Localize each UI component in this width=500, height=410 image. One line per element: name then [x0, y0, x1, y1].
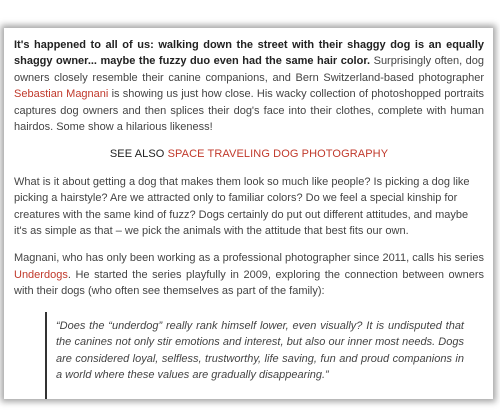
see-also-label: SEE ALSO [109, 148, 165, 161]
quote-text: “Does the “underdog” really rank himself lower, even visually? It is undisputed that the canines not only stir emotions and interest, but also our inner most needs. Dogs are considered loyal, selfless, trustworthy, life saving, fun and proud companions in a world where these values are gradually disappearing.” [56, 319, 464, 381]
see-also [14, 146, 484, 162]
intro-text-1: Surprisingly often, dog owners closely resemble their canine companions, and Bern Switzerland-based photographer [14, 55, 485, 84]
underdogs-link[interactable]: Underdogs [14, 268, 68, 281]
paragraph-3-text-2: . He started the series playfully in 2009, exploring the connection between owners with their dogs (who often see themselves as part of the family): [14, 268, 484, 298]
intro-text-2: is showing us just how close. His wacky collection of photoshopped portraits captures dog owners and then splices their dog's face into their clothes, complete with human hairdos. Some show a hilarious likeness! [14, 88, 484, 134]
paragraph-3 [14, 250, 484, 299]
article-card [4, 28, 493, 399]
intro-paragraph [14, 37, 484, 135]
intro-lead: It's happened to all of us: walking down the street with their shaggy dog is an equally shaggy owner... maybe the fuzzy duo even had the same hair color. [14, 39, 484, 68]
photographer-link[interactable]: Sebastian Magnani [14, 88, 109, 101]
paragraph-2: What is it about getting a dog that makes them look so much like people? Is picking a dog like picking a hairstyle? Are we attracted only to familiar colors? Do we feel a special kinship for creatures with the same kind of fuzz? Dogs certainly do put out different attitudes, and maybe it's as simple as that – we pick the animals with the attitude that best fits our own. [14, 175, 470, 238]
blockquote [45, 312, 484, 399]
see-also-link[interactable]: SPACE TRAVELING DOG PHOTOGRAPHY [167, 148, 389, 161]
paragraph-3-text-1: Magnani, who has only been working as a professional photographer since 2011, calls his series [14, 252, 484, 265]
